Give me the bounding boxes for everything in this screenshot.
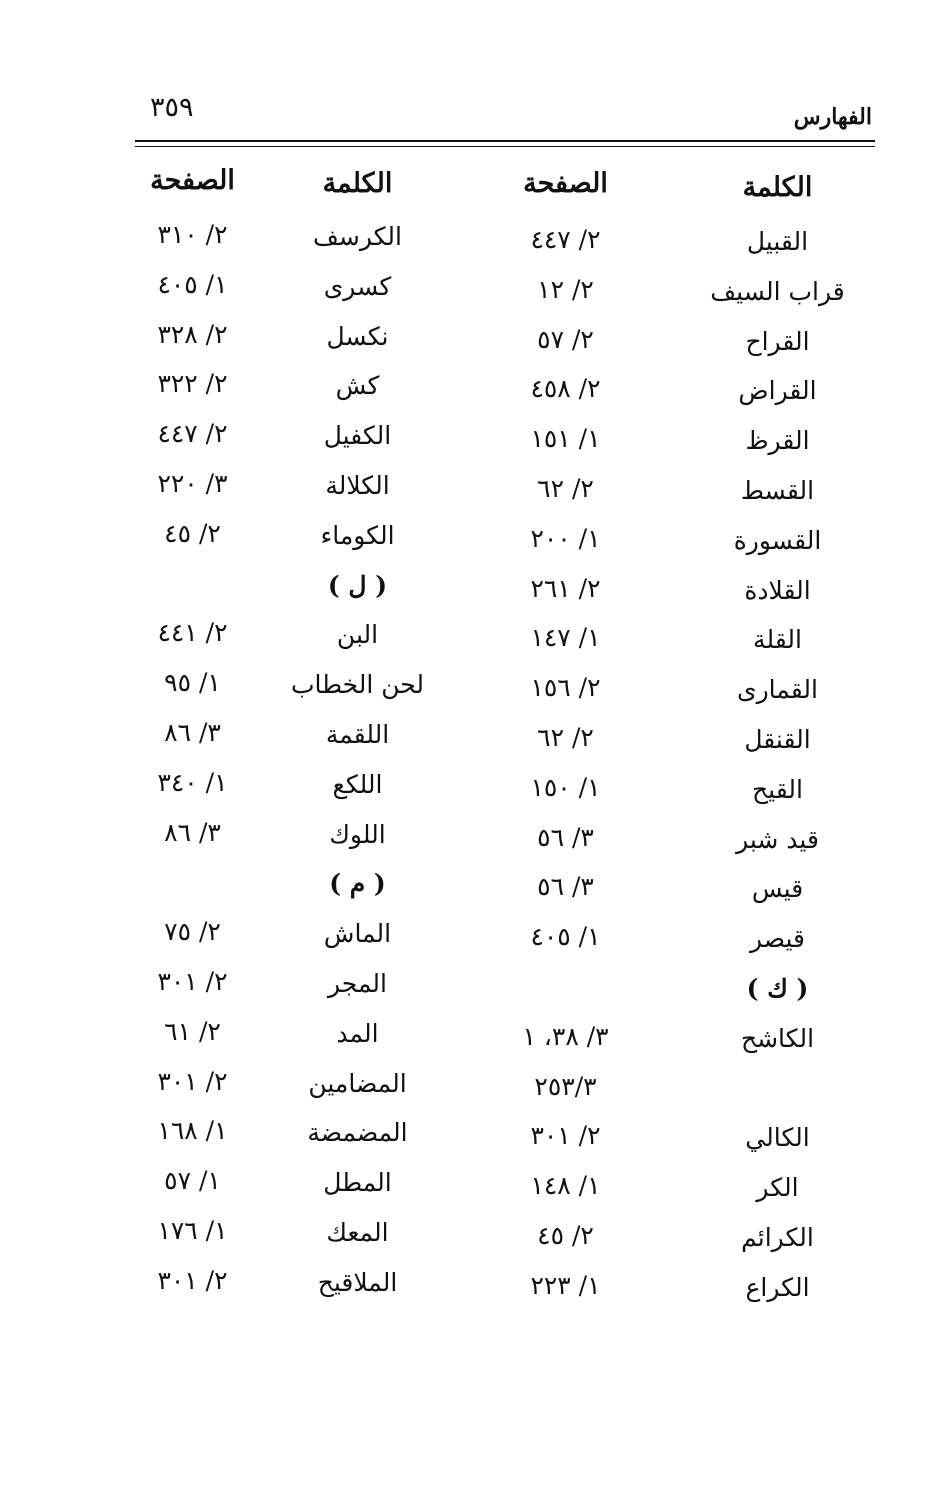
index-word: القرظ [745,426,810,456]
index-word: القلادة [744,575,811,605]
index-word: نكسل [326,321,389,351]
header-rule-thin [135,146,875,147]
page-number: ٣٥٩ [150,92,194,123]
index-page-ref: ٢/ ٦٢ [537,723,594,752]
index-page-ref [125,865,260,899]
index-word: القسط [740,476,815,505]
index-word: القيح [752,774,803,804]
index-word: المضامين [308,1068,407,1098]
index-page-ref: ١/ ١٥١ [530,424,601,454]
index-page-ref: ٢/ ٥٧ [537,324,594,354]
running-title: الفهارس [793,104,872,130]
index-word: المعك [326,1218,389,1247]
index-word: القراح [745,326,810,356]
index-word: الكرسف [313,222,402,251]
index-word: ( م ) [329,869,386,899]
index-page-ref: ٢/ ٣٢٨ [157,319,228,349]
index-word: قيصر [750,924,805,954]
right-word-heading: الكلمة [742,172,813,203]
index-page-ref: ١/ ١٦٨ [157,1116,228,1146]
index-word: ( ك ) [746,974,809,1003]
index-word: القسورة [733,525,822,555]
index-page-ref: ٢/ ٣٠١ [157,1265,228,1295]
index-page-ref: ٣/ ٥٦ [537,872,594,902]
index-word: قيد شبر [736,824,819,854]
left-word-heading: الكلمة [322,168,393,199]
index-word: البن [336,620,379,650]
index-page-ref: ٢/ ٣١٠ [157,220,228,249]
index-word: الكاشح [740,1023,815,1053]
index-page-ref [493,970,638,1004]
index-word: اللكع [332,769,383,799]
index-page-ref: ٣/ ٨٦ [164,817,221,847]
index-word: الكر [756,1173,799,1203]
index-word: القبيل [746,227,809,256]
index-page-ref: ٢/ ٣٠١ [157,967,228,996]
index-page-ref: ١/ ١٤٨ [530,1171,601,1201]
index-word: قيس [751,874,804,904]
index-word: القلة [753,625,802,655]
index-page-ref: ١/ ٥٧ [164,1166,221,1196]
index-page-ref: ٢/ ٧٥ [164,917,221,947]
index-word: المد [336,1018,379,1048]
index-page-ref: ١/ ٤٠٥ [157,269,228,299]
index-page-ref: ٣/ ٥٦ [537,822,594,852]
index-word: الكلالة [325,471,390,500]
index-page-ref: ٢/ ٣٠١ [157,1066,228,1096]
index-page-ref: ٢/ ٣٠١ [530,1121,601,1151]
index-word: كسرى [323,271,392,301]
index-word: القمارى [737,675,818,705]
index-page-ref: ٢/ ٤٤١ [157,618,228,648]
index-word: المطل [323,1168,392,1198]
index-word: القنقل [744,725,811,754]
index-page-ref: ١/ ١٤٧ [530,623,601,653]
index-page-ref: ٣/ ٣٨، ١ [522,1021,609,1051]
index-page-ref: ٢/ ٤٥٨ [530,374,601,404]
index-page-ref: ٣/ ٢٢٠ [157,469,228,498]
index-word: الكوماء [320,520,395,550]
index-page-ref: ١/ ١٥٠ [530,772,601,802]
header-rule-thick [135,140,875,142]
index-word: الكراع [745,1272,810,1302]
index-word: المضمضة [307,1118,408,1148]
index-page-ref: ٢/ ٤٤٧ [530,225,601,254]
index-page-ref: ٢/ ٦١ [164,1016,221,1046]
index-word: كش [335,371,380,401]
index-word: الملاقيح [317,1267,398,1297]
index-page-ref: ١/ ١٧٦ [157,1216,228,1245]
index-page-ref: ٢٥٣/٣ [534,1071,597,1101]
index-word: لحن الخطاب [290,670,425,700]
index-page-ref: ٢/ ٢٦١ [530,573,601,603]
index-page-ref: ٢/ ٣٢٢ [157,369,228,399]
index-page-ref: ١/ ٩٥ [164,668,221,698]
index-page-ref: ٣/ ٨٦ [164,718,221,747]
index-word: الكالي [745,1123,810,1153]
index-page-ref: ١/ ٢٠٠ [530,523,601,553]
index-word: الكرائم [741,1223,814,1252]
index-word: ( ل ) [327,570,388,600]
index-word: قراب السيف [710,276,845,306]
index-word: المجر [328,969,387,998]
index-word [700,1072,855,1106]
index-word: الكفيل [323,421,392,451]
right-page-heading: الصفحة [523,168,608,199]
index-page-ref: ٢/ ١٥٦ [530,673,601,703]
index-word: اللوك [329,819,386,849]
index-page-ref: ٢/ ٤٥ [164,518,221,548]
left-page-heading: الصفحة [150,165,235,196]
index-page-ref: ١/ ٢٢٣ [530,1270,601,1300]
index-word: القراض [738,376,817,406]
index-page-ref: ٢/ ٤٤٧ [157,419,228,449]
index-page-ref: ٢/ ٤٥ [537,1221,594,1250]
index-page-ref: ٢/ ١٢ [537,274,594,304]
index-page-ref: ١/ ٤٠٥ [530,922,601,952]
index-word: الماش [323,919,392,949]
index-page-ref: ٢/ ٦٢ [537,474,594,503]
index-word: اللقمة [325,720,390,749]
index-page-ref: ١/ ٣٤٠ [157,767,228,797]
index-page-ref [125,567,260,601]
